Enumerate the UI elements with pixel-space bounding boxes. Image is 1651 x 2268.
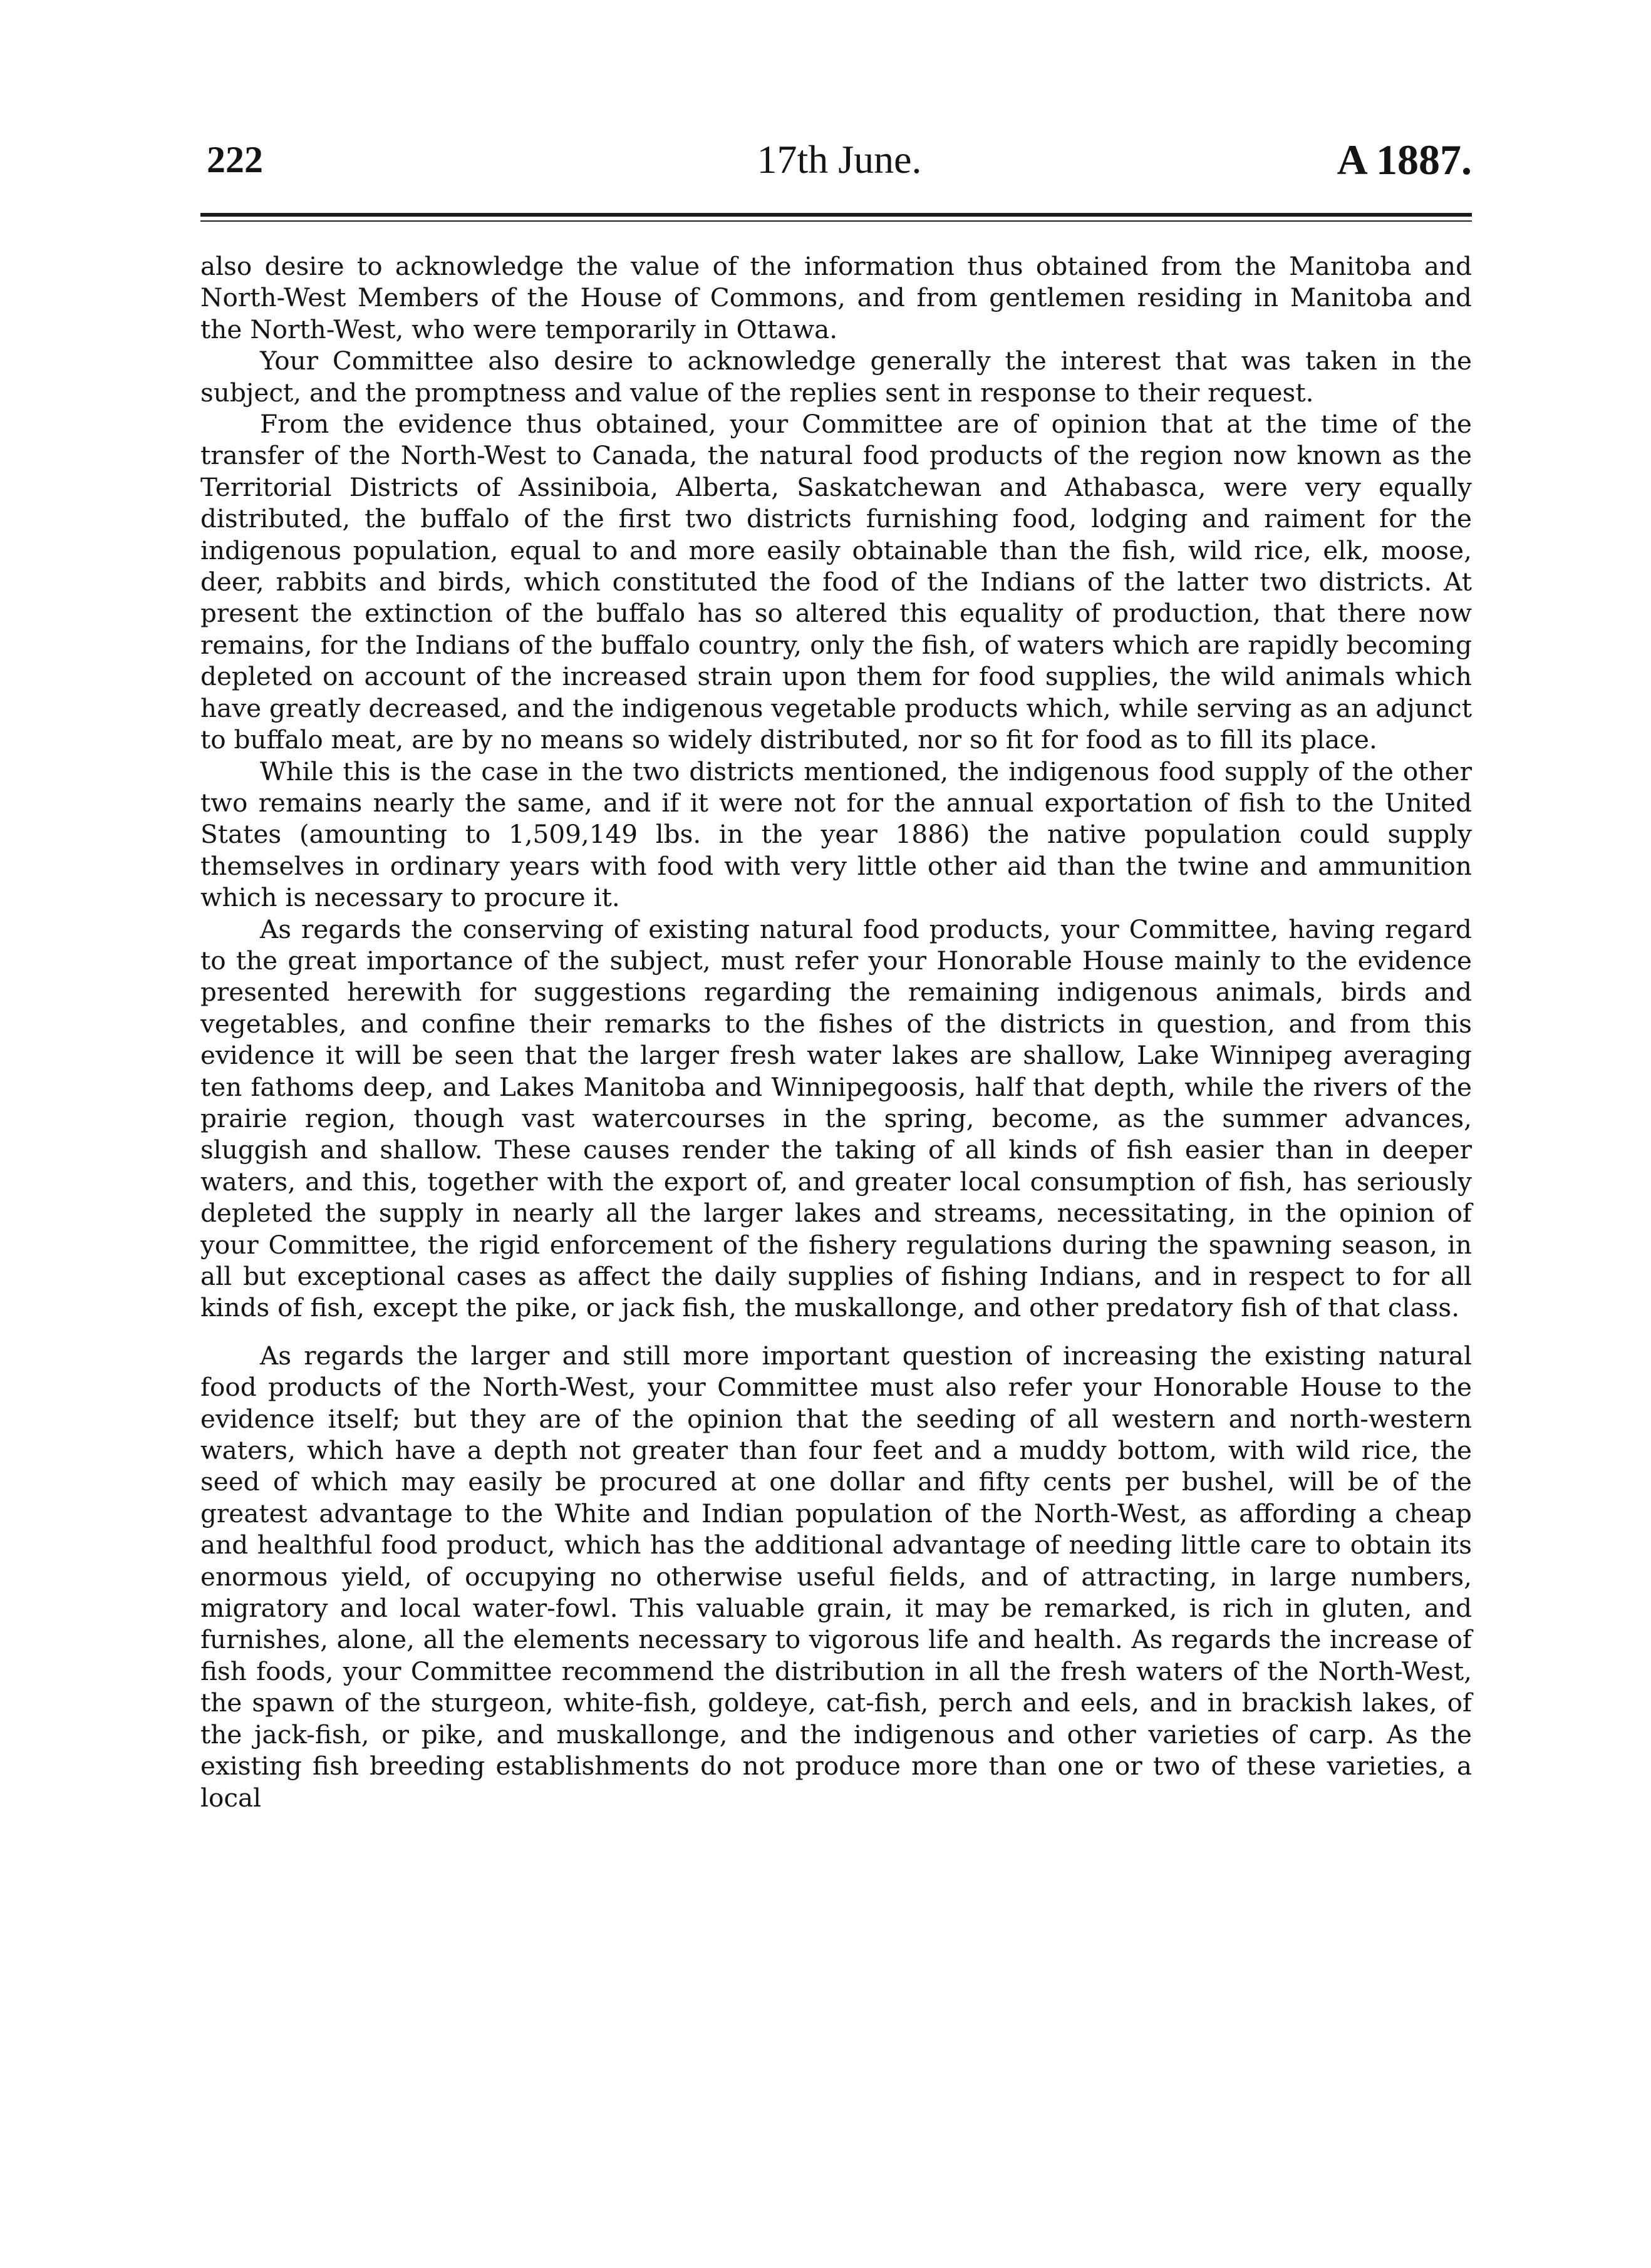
paragraph: As regards the conserving of existing natural food products, your Committee, having regard to the great importance of the subject, must refer your Honorable House mainly to the evidence presented herewith for suggestions regarding the remaining indigenous animals, birds and vegetables, and confine their remarks to the fishes of the districts in question, and from this evidence it will be seen that the larger fresh water lakes are shallow, Lake Winnipeg averaging ten fathoms deep, and Lakes Manitoba and Winnipegoosis, half that depth, while the rivers of the prairie region, though vast watercourses in the spring, become, as the summer advances, sluggish and shallow. These causes render the taking of all kinds of fish easier than in deeper waters, and this, together with the export of, and greater local consumption of fish, has seriously depleted the supply in nearly all the larger lakes and streams, necessitating, in the opinion of your Committee, the rigid enforcement of the fishery regulations during the spawning season, in all but exceptional cases as affect the daily supplies of fishing Indians, and in respect to for all kinds of fish, except the pike, or jack fish, the muskallonge, and other predatory fish of that class. xyxy=(200,914,1472,1323)
paragraph: While this is the case in the two districts mentioned, the indigenous food supply of the other two remains nearly the same, and if it were not for the annual exportation of fish to the United States (amounting to 1,509,149 lbs. in the year 1886) the native population could supply themselves in ordinary years with food with very little other aid than the twine and ammunition which is necessary to procure it. xyxy=(200,756,1472,913)
header-rule-thick xyxy=(200,213,1472,217)
page-header xyxy=(207,125,1472,194)
paragraph: Your Committee also desire to acknowledge generally the interest that was taken in the subject, and the promptness and value of the replies sent in response to their request. xyxy=(200,346,1472,408)
paragraph: From the evidence thus obtained, your Committee are of opinion that at the time of the transfer of the North-West to Canada, the natural food products of the region now known as the Territorial Districts of Assiniboia, Alberta, Saskatchewan and Athabasca, were very equally distributed, the buffalo of the first two districts furnishing food, lodging and raiment for the indigenous population, equal to and more easily obtainable than the fish, wild rice, elk, moose, deer, rabbits and birds, which constituted the food of the Indians of the latter two districts. At present the extinction of the buffalo has so altered this equality of production, that there now remains, for the Indians of the buffalo country, only the fish, of waters which are rapidly becoming depleted on account of the increased strain upon them for food supplies, the wild animals which have greatly decreased, and the indigenous vegetable products which, while serving as an adjunct to buffalo meat, are by no means so widely distributed, nor so fit for food as to fill its place. xyxy=(200,409,1472,755)
session-label: A 1887. xyxy=(1337,136,1472,183)
running-title: 17th June. xyxy=(757,137,922,182)
body-text xyxy=(200,250,1472,1813)
header-rule-thin xyxy=(200,220,1472,222)
paragraph: also desire to acknowledge the value of the information thus obtained from the Manitoba and North-West Members of the House of Commons, and from gentlemen residing in Manitoba and the North-West, who were temporarily in Ottawa. xyxy=(200,251,1472,344)
paragraph: As regards the larger and still more important question of increasing the existing natural food products of the North-West, your Committee must also refer your Honorable House to the evidence itself; but they are of the opinion that the seeding of all western and north-western waters, which have a depth not greater than four feet and a muddy bottom, with wild rice, the seed of which may easily be procured at one dollar and fifty cents per bushel, will be of the greatest advantage to the White and Indian population of the North-West, as affording a cheap and healthful food product, which has the additional advantage of needing little care to obtain its enormous yield, of occupying no otherwise useful fields, and of attracting, in large numbers, migratory and local water-fowl. This valuable grain, it may be remarked, is rich in gluten, and furnishes, alone, all the elements necessary to vigorous life and health. As regards the increase of fish foods, your Committee recommend the distribution in all the fresh waters of the North-West, the spawn of the sturgeon, white-fish, goldeye, cat-fish, perch and eels, and in brackish lakes, of the jack-fish, or pike, and muskallonge, and the indigenous and other varieties of carp. As the existing fish breeding establishments do not produce more than one or two of these varieties, a local xyxy=(200,1340,1472,1813)
page-number: 222 xyxy=(207,139,263,180)
